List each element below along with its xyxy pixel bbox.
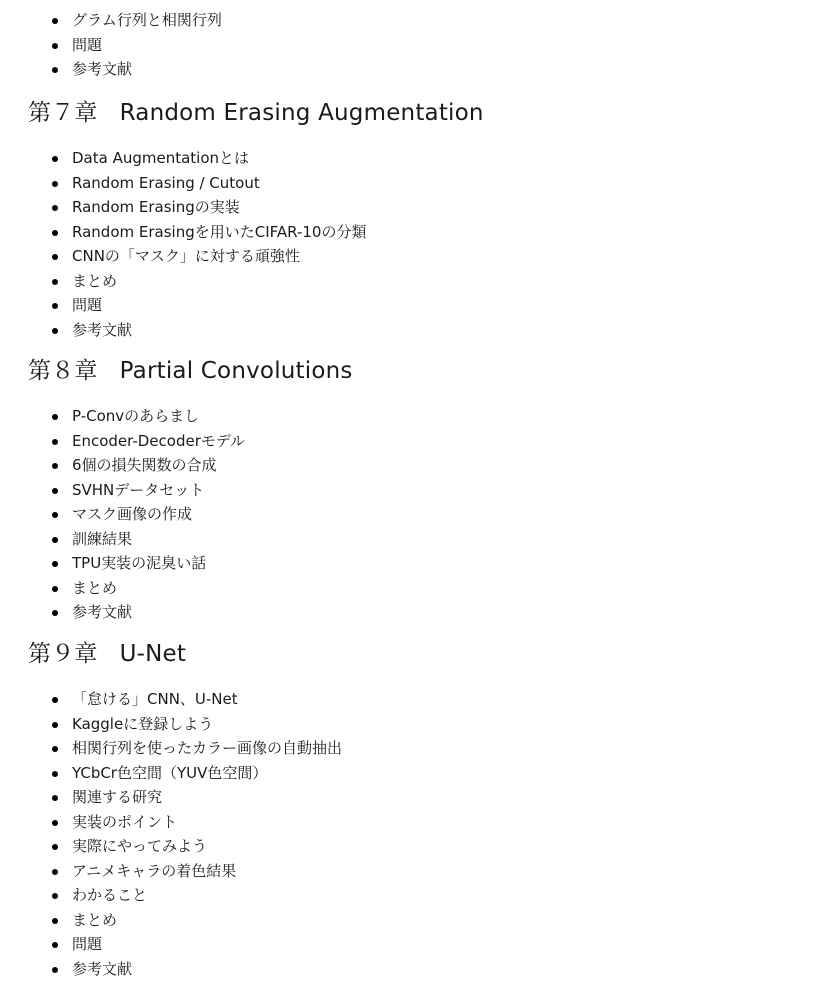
bullet-icon	[52, 697, 58, 703]
list-item-label: Random Erasing / Cutout	[72, 173, 260, 192]
list-item-label: 6個の損失関数の合成	[72, 456, 217, 474]
list-item-label: 実際にやってみよう	[72, 837, 208, 855]
bullet-icon	[52, 610, 58, 616]
chapter-title: Random Erasing Augmentation	[119, 100, 484, 126]
list-item	[0, 712, 816, 737]
list-item	[0, 908, 816, 933]
bullet-icon	[52, 893, 58, 899]
bullet-icon	[52, 820, 58, 826]
list-item-label: SVHNデータセット	[72, 480, 205, 499]
bullet-icon	[52, 463, 58, 469]
bullet-icon	[52, 795, 58, 801]
chapter-heading	[0, 98, 816, 128]
list-item	[0, 57, 816, 82]
list-item-label: わかること	[72, 886, 148, 904]
list-item-label: CNNの「マスク」に対する頑強性	[72, 247, 300, 265]
list-item-label: Encoder-Decoderモデル	[72, 431, 246, 450]
list-item	[0, 269, 816, 294]
bullet-icon	[52, 43, 58, 49]
list-item	[0, 453, 816, 478]
list-item-label: アニメキャラの着色結果	[72, 861, 237, 880]
list-item	[0, 293, 816, 318]
list-item-label: 関連する研究	[72, 788, 163, 806]
bullet-icon	[52, 537, 58, 543]
list-item-label: Random Erasingを用いたCIFAR-10の分類	[72, 222, 367, 241]
bullet-icon	[52, 746, 58, 752]
section-list	[0, 146, 816, 342]
bullet-icon	[52, 561, 58, 567]
list-item-label: 参考文献	[72, 60, 133, 78]
chapter-number: 第７章	[28, 100, 98, 126]
list-item	[0, 736, 816, 761]
bullet-icon	[52, 439, 58, 445]
list-item	[0, 834, 816, 859]
list-item-label: 参考文献	[72, 320, 133, 339]
list-item-label: 問題	[72, 296, 103, 314]
bullet-icon	[52, 156, 58, 162]
list-item	[0, 220, 816, 245]
list-item	[0, 859, 816, 884]
bullet-icon	[52, 488, 58, 494]
list-item	[0, 883, 816, 908]
list-item-label: Kaggleに登録しよう	[72, 714, 214, 733]
list-item	[0, 318, 816, 343]
list-item	[0, 600, 816, 625]
list-item	[0, 957, 816, 982]
bullet-icon	[52, 254, 58, 260]
bullet-icon	[52, 512, 58, 518]
list-item	[0, 785, 816, 810]
list-item	[0, 932, 816, 957]
bullet-icon	[52, 844, 58, 850]
list-item-label: 問題	[72, 935, 103, 953]
list-item-label: まとめ	[72, 271, 118, 290]
list-item	[0, 478, 816, 503]
list-item-label: 参考文献	[72, 603, 133, 621]
bullet-icon	[52, 967, 58, 973]
bullet-icon	[52, 722, 58, 728]
bullet-icon	[52, 67, 58, 73]
list-item-label: まとめ	[72, 578, 118, 597]
list-item	[0, 761, 816, 786]
list-item-label: 相関行列を使ったカラー画像の自動抽出	[72, 739, 343, 757]
list-item	[0, 8, 816, 33]
bullet-icon	[52, 771, 58, 777]
bullet-icon	[52, 18, 58, 24]
list-item	[0, 687, 816, 712]
bullet-icon	[52, 918, 58, 924]
list-item	[0, 195, 816, 220]
chapter-heading	[0, 356, 816, 386]
section-list	[0, 687, 816, 981]
list-item	[0, 33, 816, 58]
list-item	[0, 527, 816, 552]
list-item-label: Data Augmentationとは	[72, 149, 250, 167]
list-item-label: 問題	[72, 35, 103, 54]
bullet-icon	[52, 230, 58, 236]
list-item-label: 参考文献	[72, 959, 133, 978]
list-item-label: グラム行列と相関行列	[72, 11, 222, 29]
list-item-label: マスク画像の作成	[72, 505, 193, 523]
bullet-icon	[52, 328, 58, 334]
bullet-icon	[52, 414, 58, 420]
bullet-icon	[52, 869, 58, 875]
list-item-label: まとめ	[72, 910, 118, 929]
list-item-label: 訓練結果	[72, 529, 133, 548]
list-item	[0, 244, 816, 269]
list-item-label: 実装のポイント	[72, 812, 178, 831]
bullet-icon	[52, 303, 58, 309]
bullet-icon	[52, 586, 58, 592]
list-item-label: YCbCr色空間（YUV色空間）	[72, 763, 268, 782]
chapter-title: U-Net	[119, 641, 187, 667]
chapter-heading	[0, 639, 816, 669]
section-list-previous	[0, 8, 816, 82]
list-item	[0, 171, 816, 196]
list-item	[0, 502, 816, 527]
chapter-title: Partial Convolutions	[119, 358, 353, 384]
bullet-icon	[52, 205, 58, 211]
list-item	[0, 429, 816, 454]
list-item	[0, 810, 816, 835]
list-item	[0, 404, 816, 429]
list-item	[0, 551, 816, 576]
section-list	[0, 404, 816, 625]
bullet-icon	[52, 181, 58, 187]
list-item	[0, 576, 816, 601]
list-item-label: TPU実装の泥臭い話	[72, 554, 207, 572]
bullet-icon	[52, 279, 58, 285]
list-item-label: 「怠ける」CNN、U-Net	[72, 690, 238, 708]
list-item-label: Random Erasingの実装	[72, 198, 240, 216]
list-item-label: P-Convのあらまし	[72, 407, 200, 425]
chapter-number: 第９章	[28, 641, 98, 667]
chapter-number: 第８章	[28, 358, 98, 384]
list-item	[0, 146, 816, 171]
bullet-icon	[52, 942, 58, 948]
